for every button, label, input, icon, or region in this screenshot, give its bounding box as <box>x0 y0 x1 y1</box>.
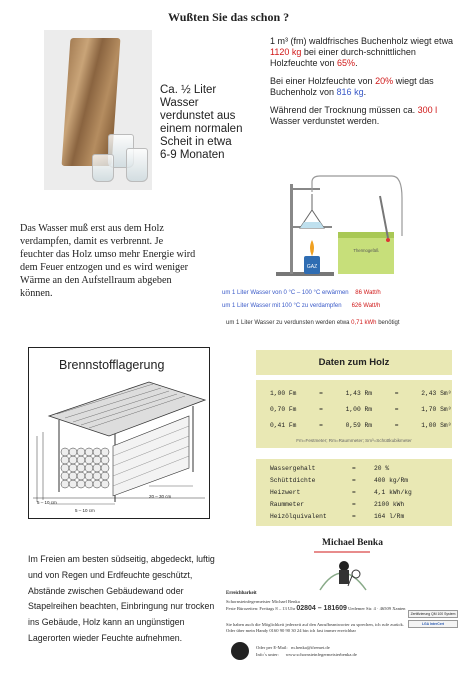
property-row: Wassergehalt = 20 % <box>270 465 390 472</box>
contact-line: Schornsteinfegermeister Michael Benka <box>226 599 300 604</box>
lab-energy-line-3: um 1 Liter Wasser zu verdunsten werden etwa 0,71 kWh benötigt <box>226 320 400 326</box>
caption-line: Ca. ½ Liter <box>160 84 217 96</box>
page-title: Wußten Sie das schon ? <box>168 10 290 24</box>
wood-facts <box>270 36 460 134</box>
dimension-label: 5 – 10 cm <box>75 508 95 513</box>
woodpile-illustration <box>29 372 209 518</box>
dimension-label: 20 – 30 cm <box>149 494 172 499</box>
gas-label: GAZ <box>306 264 318 270</box>
data-header-panel <box>256 350 452 375</box>
web-line: Info´s unter: www.schornsteinfegermeisterbenka.de <box>256 652 357 657</box>
lab-energy-line-1: um 1 Liter Wasser von 0 °C – 100 °C erwärmen 86 Watt/h <box>222 290 381 296</box>
guild-logo <box>231 642 249 660</box>
property-row: Schüttdichte = 400 kg/Rm <box>270 477 409 484</box>
contact-title: Erreichbarkeit <box>226 591 257 596</box>
caption-line: Scheit in etwa <box>160 136 232 148</box>
property-row: Heizölquivalent = 164 l/Rm <box>270 513 405 520</box>
outdoor-storage-text: Im Freien am besten südseitig, abgedeckt, luftig und von Regen und Erdfeuchte geschützt, Abstände zwischen Gebäudewand oder Stapelreihen beachten, Einbringung nur trocken ins Gebäude, Holz kann an ungünstigen Lagerorten wieder Feuchte aufnehmen. <box>28 554 215 643</box>
conversion-row: 1,00 Fm = 1,43 Rm = 2,43 Sm³ <box>270 390 452 397</box>
contact-line: Oder über mein Handy 0160 90 90 30 24 bin ich fast immer erreichbar <box>226 628 356 633</box>
thermo-label: Thermogefäß <box>353 248 379 253</box>
caption-line: einem normalen <box>160 123 243 135</box>
evaporation-text: Das Wasser muß erst aus dem Holz verdampfen, damit es verbrennt. Je feuchter das Holz umso mehr Energie wird dem Feuer entzogen und es wird weniger Wärme an den Aufstellraum abgeben können. <box>20 223 196 299</box>
dimension-label: 5 – 10 cm <box>37 500 57 505</box>
business-name: Michael Benka <box>322 538 383 548</box>
contact-line: Sie haben auch die Möglichkeit jederzeit auf den Anrufbeantworter zu sprechen, ich rufe zurück. <box>226 622 404 627</box>
caption-line: verdunstet aus <box>160 110 236 122</box>
conversion-row: 0,70 Fm = 1,00 Rm = 1,70 Sm³ <box>270 406 452 413</box>
lab-apparatus-illustration <box>232 168 454 284</box>
website-link[interactable]: www.schornsteinfegermeisterbenka.de <box>285 652 357 657</box>
email-link[interactable]: m.benka@tfremet.de <box>291 645 330 650</box>
data-title: Daten zum Holz <box>318 357 390 368</box>
wood-properties-panel <box>256 459 452 526</box>
property-row: Heizwert = 4,1 kWh/kg <box>270 489 412 496</box>
unit-legend: Fm=Festmeter; Rm=Raummeter; Sm³=Schüttkubikmeter <box>296 438 412 443</box>
wood-log-photo <box>44 30 152 190</box>
fact-paragraph-3: Während der Trocknung müssen ca. 300 l Wasser verdunstet werden. <box>270 105 438 126</box>
caption-line: Wasser <box>160 97 199 109</box>
certification-badge: Zertifizierung QM 100 System <box>408 610 458 618</box>
wood-caption <box>160 84 260 162</box>
certification-badge: LGA InterCert <box>408 620 458 628</box>
caption-line: 6-9 Monaten <box>160 149 225 161</box>
fact-paragraph-1: 1 m³ (fm) waldfrisches Buchenholz wiegt etwa 1120 kg bei einer durch-schnittlichen Holzfeuchte von 65%. <box>270 36 454 68</box>
property-row: Raummeter = 2100 kWh <box>270 501 405 508</box>
storage-panel <box>28 347 210 519</box>
chimney-sweep-logo <box>308 550 376 594</box>
lab-energy-line-2: um 1 Liter Wasser mit 100 °C zu verdampfen 626 Watt/h <box>222 303 381 309</box>
volume-conversion-panel <box>256 380 452 448</box>
fact-paragraph-2: Bei einer Holzfeuchte von 20% wiegt das Buchenholz von 816 kg. <box>270 76 434 97</box>
email-line: Oder per E-Mail: m.benka@tfremet.de <box>256 645 330 650</box>
contact-hours: Feste Bürozeiten: Freitags 8 – 13 Uhr 02804 – 181609 Uedemer Str. 4 · 46509 Xanten <box>226 605 406 612</box>
storage-title: Brennstofflagerung <box>59 358 165 372</box>
conversion-row: 0,41 Fm = 0,59 Rm = 1,00 Sm³ <box>270 422 452 429</box>
